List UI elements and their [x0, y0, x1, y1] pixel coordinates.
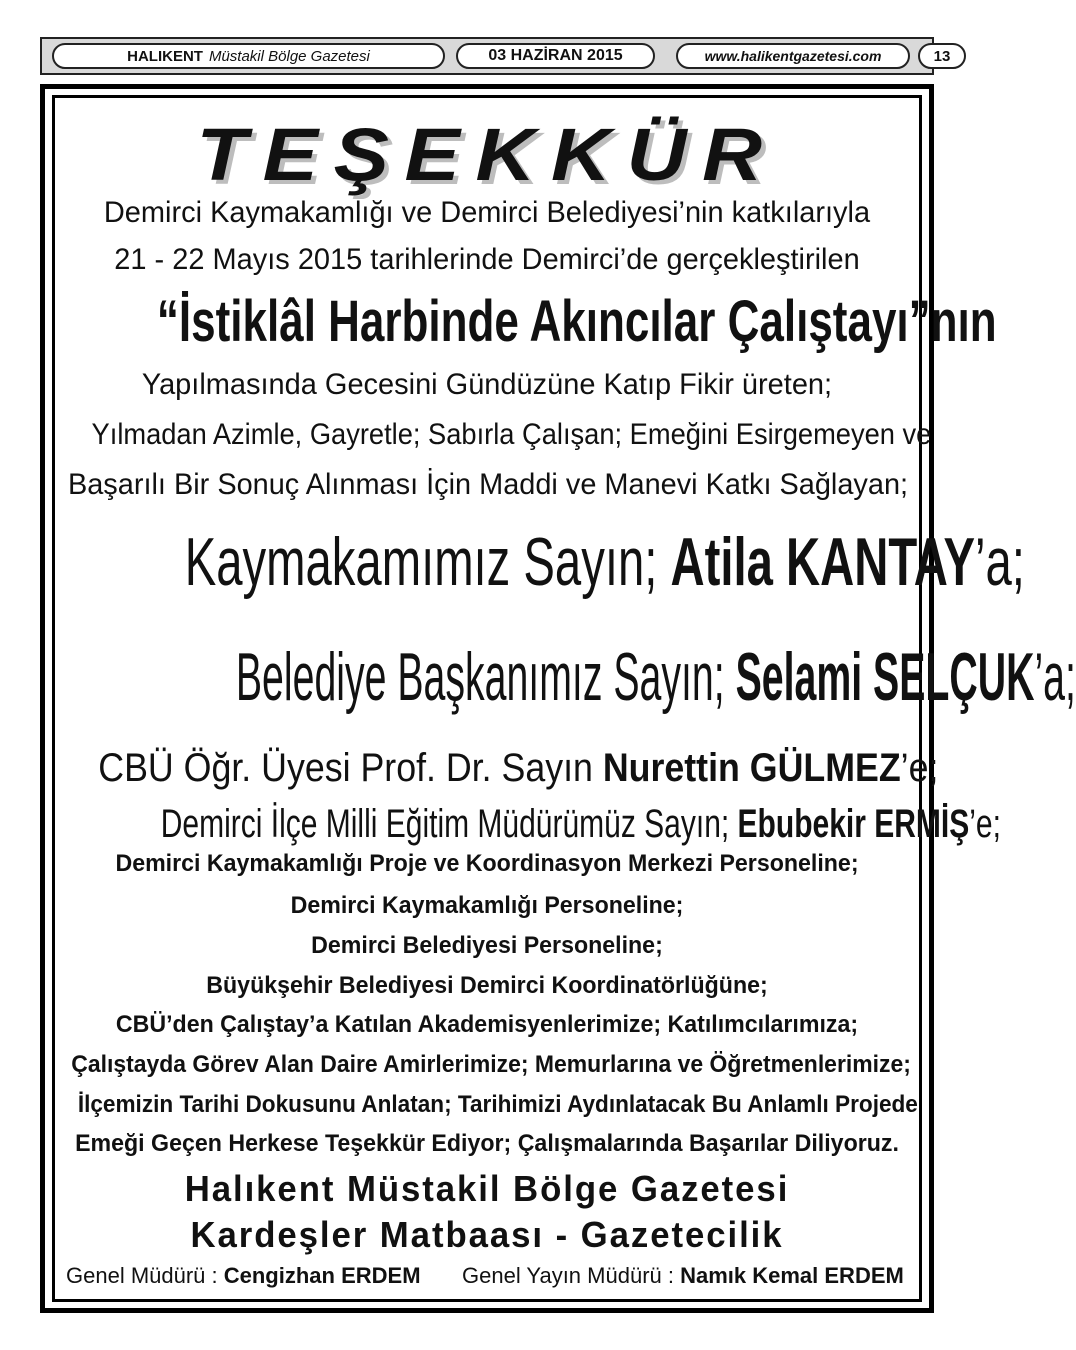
list-item: Demirci Kaymakamlığı Personeline;	[290, 892, 684, 919]
footer-label: Genel Müdürü :	[66, 1263, 224, 1288]
person-name: Atila KANTAY	[670, 524, 976, 600]
list-item: Demirci Belediyesi Personeline;	[311, 932, 663, 959]
list-item: İlçemizin Tarihi Dokusunu Anlatan; Tarihimizi Aydınlatacak Bu Anlamlı Projede	[77, 1091, 918, 1118]
list-item: Demirci Kaymakamlığı Proje ve Koordinasyon Merkezi Personeline;	[115, 850, 859, 877]
website-url: www.halikentgazetesi.com	[676, 43, 910, 69]
event-name: “İstiklâl Harbinde Akıncılar Çalıştayı”nın	[156, 289, 997, 354]
intro-line-1: Demirci Kaymakamlığı ve Demirci Belediyesi’nin katkılarıyla	[103, 196, 871, 229]
footer-editor-in-chief	[462, 1263, 904, 1289]
signature-printer: Kardeşler Matbaası - Gazetecilik	[190, 1214, 784, 1255]
thanks-prefix: Demirci İlçe Milli Eğitim Müdürümüz Sayın;	[160, 802, 738, 846]
page-header	[40, 37, 951, 75]
page-number: 13	[918, 43, 966, 69]
thanks-suffix: ’a;	[1034, 639, 1076, 715]
thanks-prefix: CBÜ Öğr. Üyesi Prof. Dr. Sayın	[98, 746, 603, 790]
thanks-suffix: ’e;	[900, 746, 939, 790]
footer-name: Namık Kemal ERDEM	[680, 1263, 904, 1288]
description-line-3: Başarılı Bir Sonuç Alınması İçin Maddi ve Manevi Katkı Sağlayan;	[67, 468, 909, 501]
footer-name: Cengizhan ERDEM	[223, 1263, 421, 1288]
thanks-suffix: ’a;	[975, 524, 1025, 600]
paper-name: HALIKENT	[127, 47, 203, 65]
thanks-prefix: Belediye Başkanımız Sayın;	[235, 639, 736, 715]
thanks-professor	[98, 746, 939, 790]
description-line-2: Yılmadan Azimle, Gayretle; Sabırla Çalışan; Emeğini Esirgemeyen ve	[91, 418, 932, 451]
person-name: Ebubekir ERMİŞ	[737, 802, 970, 846]
thanks-education-director	[160, 802, 1001, 846]
person-name: Nurettin GÜLMEZ	[602, 746, 901, 790]
list-item: Çalıştayda Görev Alan Daire Amirlerimize; Memurlarına ve Öğretmenlerimize;	[71, 1051, 911, 1078]
intro-line-2: 21 - 22 Mayıs 2015 tarihlerinde Demirci’de gerçekleştirilen	[114, 243, 860, 276]
ad-title: TEŞEKKÜR	[196, 113, 778, 196]
list-item: CBÜ’den Çalıştay’a Katılan Akademisyenlerimize; Katılımcılarımıza;	[115, 1011, 859, 1038]
thanks-mayor	[235, 639, 1076, 715]
issue-date: 03 HAZİRAN 2015	[456, 43, 655, 69]
list-item: Emeği Geçen Herkese Teşekkür Ediyor; Çalışmalarında Başarılar Diliyoruz.	[75, 1130, 899, 1157]
signature-newspaper: Halıkent Müstakil Bölge Gazetesi	[184, 1168, 790, 1209]
thanks-kaymakam	[184, 524, 1025, 600]
footer-label: Genel Yayın Müdürü :	[462, 1263, 681, 1288]
footer-general-manager	[66, 1263, 421, 1289]
thanks-prefix: Kaymakamımız Sayın;	[184, 524, 671, 600]
list-item: Büyükşehir Belediyesi Demirci Koordinatörlüğüne;	[206, 972, 768, 999]
description-line-1: Yapılmasında Gecesini Gündüzüne Katıp Fikir üreten;	[141, 368, 833, 401]
person-name: Selami SELÇUK	[735, 639, 1035, 715]
masthead-pill	[52, 43, 445, 69]
paper-subtitle: Müstakil Bölge Gazetesi	[208, 47, 370, 65]
thanks-suffix: ’e;	[969, 802, 1001, 846]
